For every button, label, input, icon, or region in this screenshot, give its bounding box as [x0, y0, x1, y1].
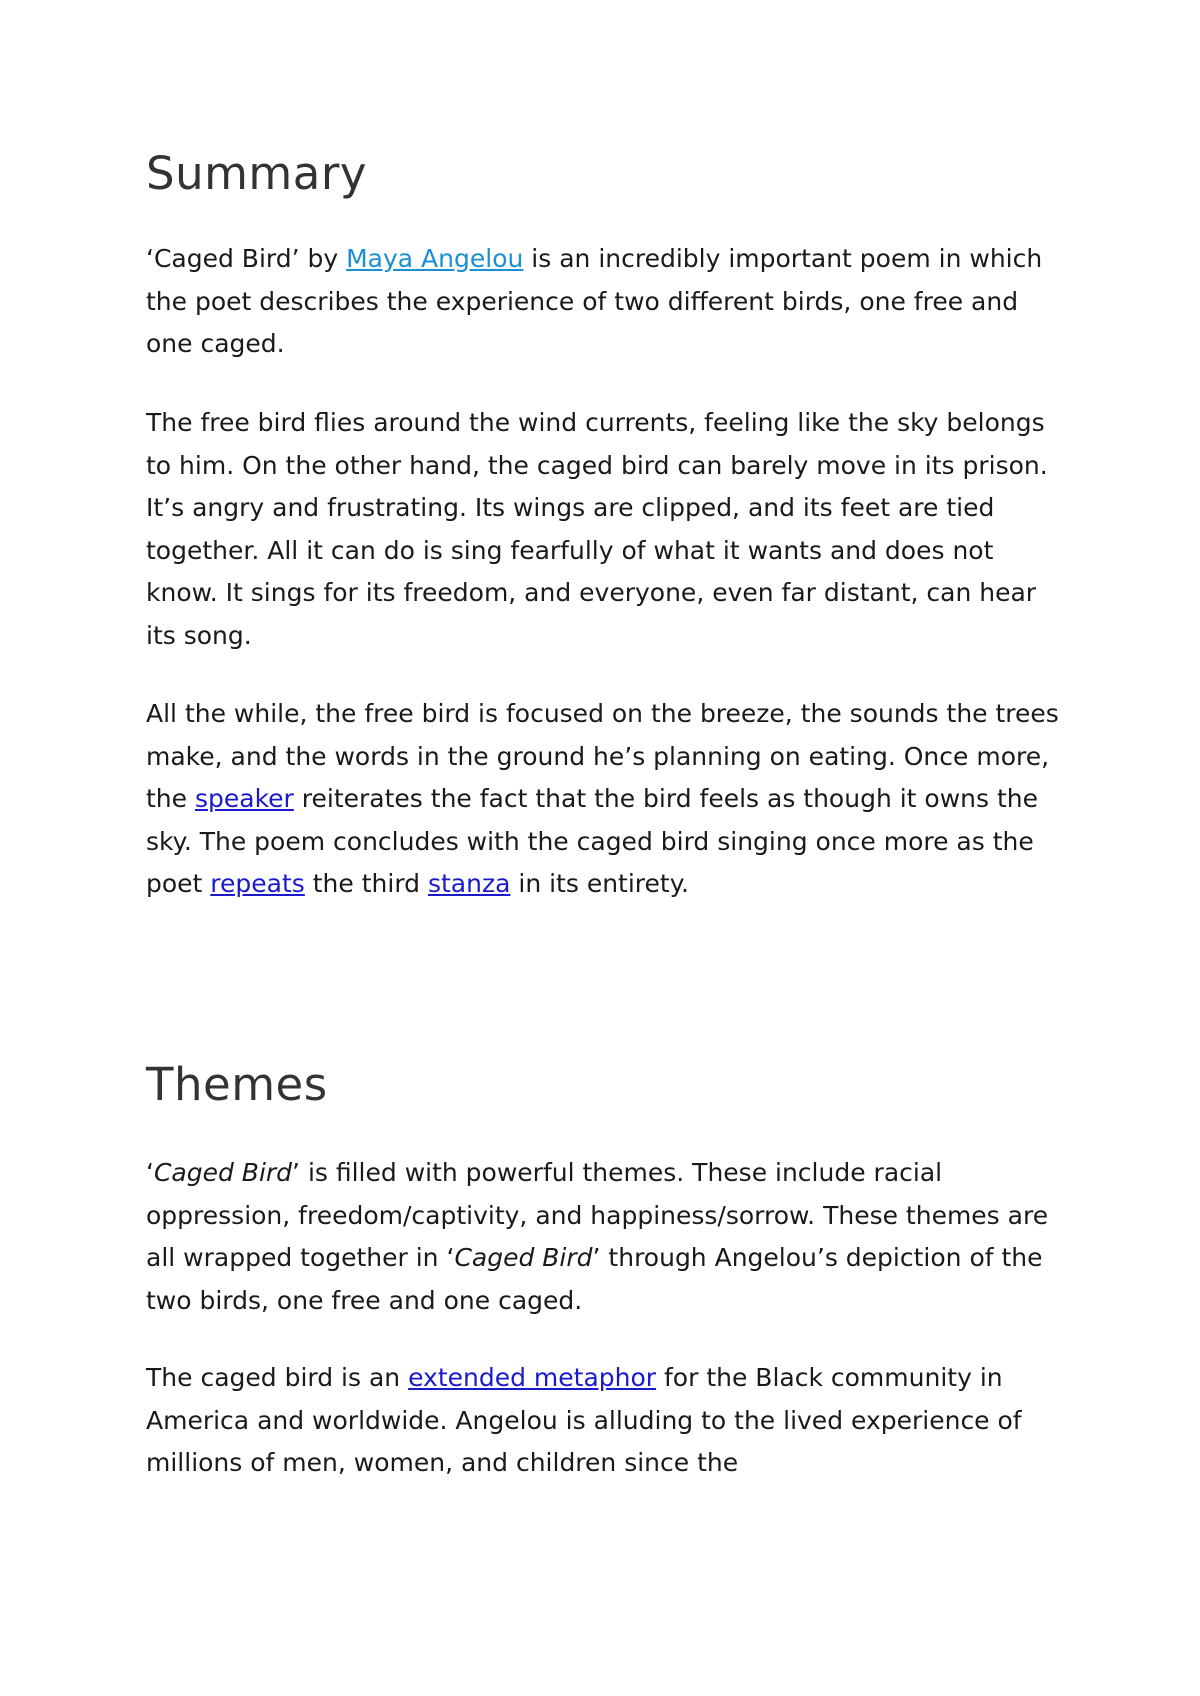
themes-paragraph-1 — [146, 1152, 1066, 1322]
summary-heading: Summary — [146, 147, 367, 200]
themes-heading: Themes — [146, 1058, 328, 1111]
maya-angelou-link[interactable]: Maya Angelou — [346, 244, 524, 273]
text: ’ through Angelou’s depiction of the two birds, one free and one caged. — [146, 1243, 1043, 1315]
text: ‘ — [146, 1158, 154, 1187]
summary-paragraph-2: The free bird flies around the wind currents, feeling like the sky belongs to him. On the other hand, the caged bird can barely move in its prison. It’s angry and frustrating. Its wings are clipped, and its feet are tied together. All it can do is sing fearfully of what it wants and does not know. It sings for its freedom, and everyone, even far distant, can hear its song. — [146, 408, 1048, 650]
text: for the Black community in America and worldwide. Angelou is alluding to the lived experience of millions of men, women, and children since the — [146, 1363, 1022, 1477]
text: The caged bird is an — [146, 1363, 409, 1392]
text: reiterates the fact that the bird feels as though it owns the sky. The poem concludes with the caged bird singing once more as the poet — [146, 784, 1039, 898]
stanza-link[interactable]: stanza — [427, 869, 511, 898]
text: is an incredibly important poem in which the poet describes the experience of two different birds, one free and one caged. — [146, 244, 1043, 358]
summary-paragraph-3 — [146, 693, 1066, 906]
repeats-link[interactable]: repeats — [210, 869, 305, 898]
extended-metaphor-link[interactable]: extended metaphor — [408, 1363, 657, 1392]
speaker-link[interactable]: speaker — [194, 784, 294, 813]
poem-title: Caged Bird — [454, 1243, 593, 1272]
poem-title: Caged Bird — [153, 1158, 293, 1187]
text: ‘Caged Bird’ by — [146, 244, 347, 273]
themes-paragraph-2 — [146, 1357, 1066, 1485]
text: the third — [304, 869, 428, 898]
text: ’ is filled with powerful themes. These include racial oppression, freedom/captivity, and happiness/sorrow. These themes are all wrapped together in ‘ — [146, 1158, 1049, 1272]
text: All the while, the free bird is focused on the breeze, the sounds the trees make, and the words in the ground he’s planning on eating. Once more, the — [146, 699, 1059, 813]
summary-paragraph-1 — [146, 238, 1066, 366]
text: in its entirety. — [510, 869, 689, 898]
